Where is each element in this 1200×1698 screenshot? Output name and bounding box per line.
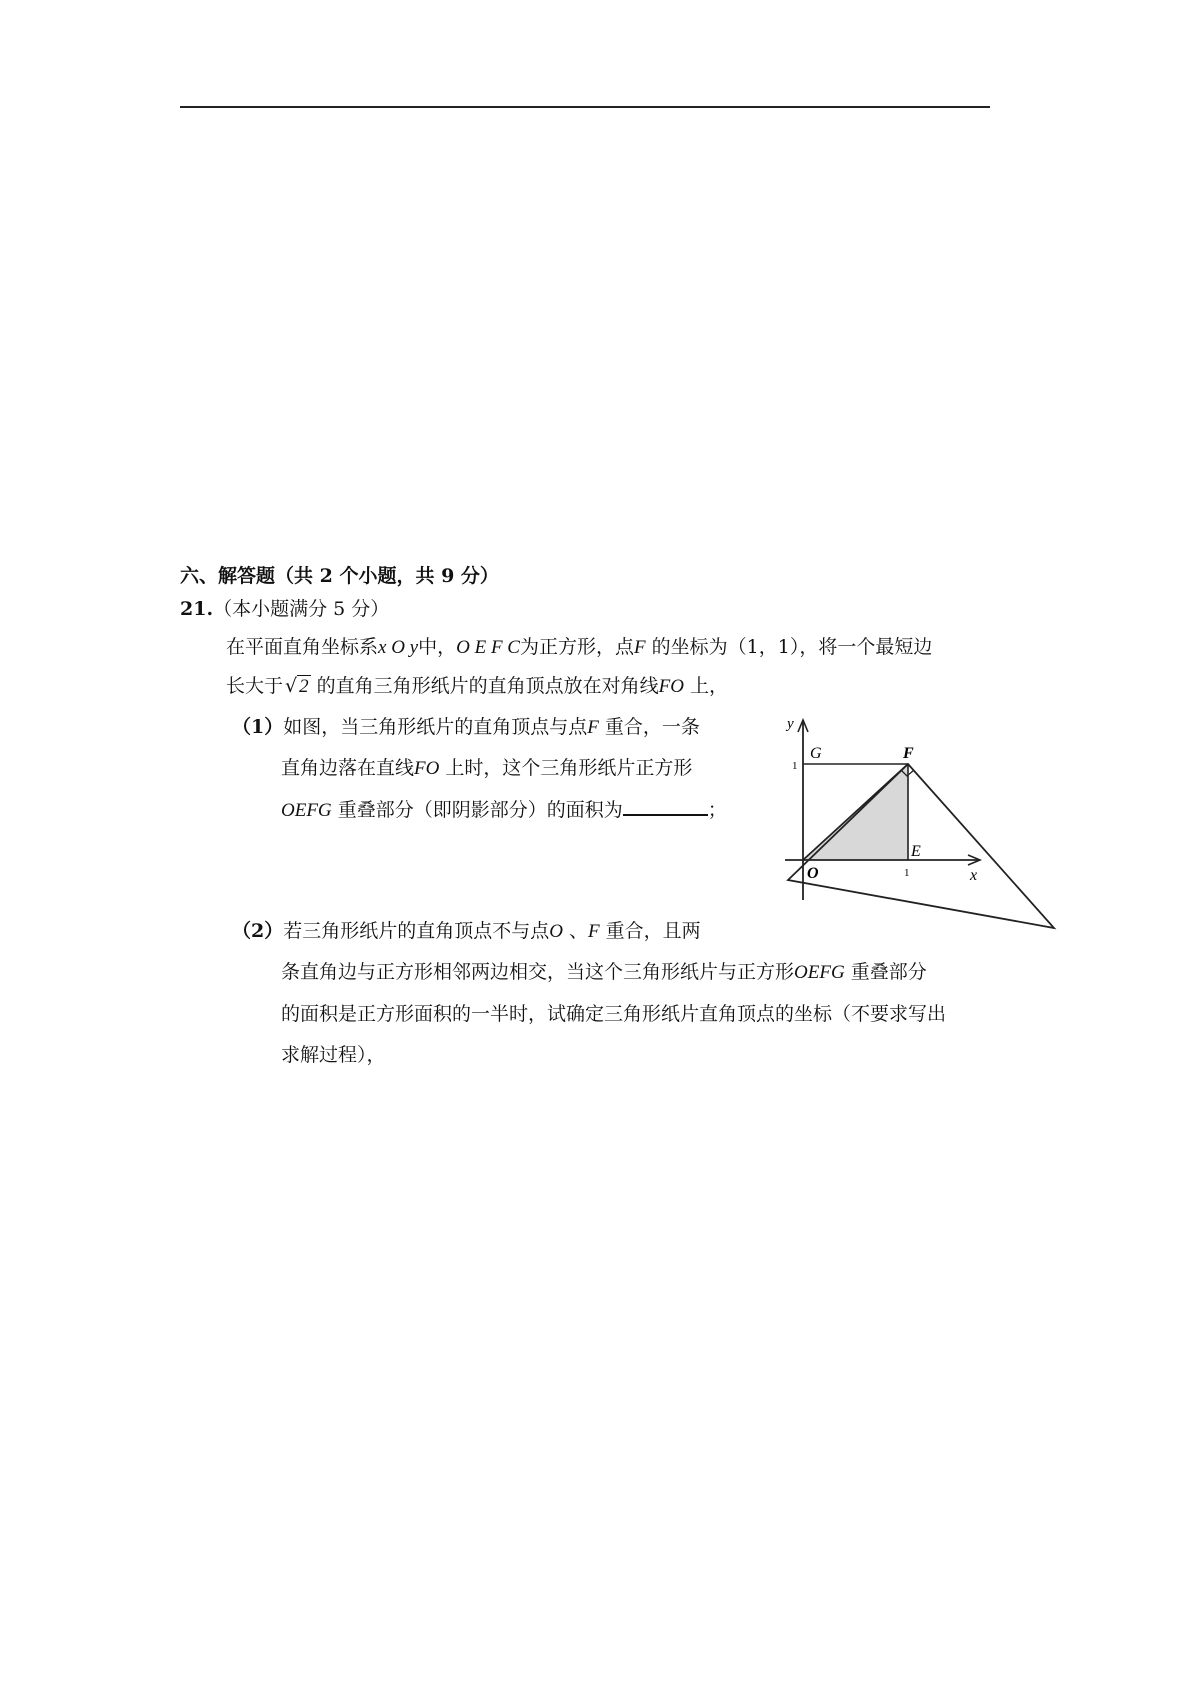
point-e-label: E [911, 843, 921, 860]
part2-text: 、 [562, 920, 589, 942]
part1-text: 重合，一条 [598, 716, 700, 738]
part1-text: ； [707, 799, 727, 821]
part1-line-3 [281, 796, 727, 824]
y-axis-label: y [787, 716, 794, 732]
part1-math: FO [414, 758, 440, 779]
problem-score-note: （本小题满分 5 分） [213, 598, 390, 620]
part1-math: OEFG [281, 800, 332, 821]
intro-text: 在平面直角坐标系 [226, 636, 379, 658]
intro-math: F [634, 637, 646, 658]
part2-math: O [549, 921, 563, 942]
point-o-label: O [807, 865, 819, 882]
part2-math: F [588, 921, 600, 942]
part2-text: 条直角边与正方形相邻两边相交，当这个三角形纸片与正方形 [281, 961, 795, 983]
point-f-label: F [903, 745, 914, 762]
part2-math: OEFG [794, 962, 845, 983]
sqrt-radicand: 2 [299, 676, 309, 697]
part2-line-4: 求解过程）， [281, 1044, 386, 1066]
y-tick-1: 1 [792, 760, 798, 772]
part1-label: （1） [232, 716, 284, 738]
x-axis-label: x [970, 867, 978, 884]
part1-text: 直角边落在直线 [281, 757, 415, 779]
intro-math: FO [658, 676, 684, 697]
point-g-label: G [810, 745, 822, 762]
intro-math: x O y [378, 637, 419, 658]
part1-line-2 [281, 755, 692, 782]
intro-text: 中， [418, 636, 457, 658]
problem-header [180, 596, 389, 622]
part2-text: 若三角形纸片的直角顶点不与点 [283, 920, 550, 942]
x-tick-1: 1 [904, 867, 910, 879]
part2-text: 重合，且两 [599, 920, 701, 942]
intro-text: 长大于 [226, 675, 284, 697]
part2-label: （2） [232, 920, 284, 942]
intro-math: O E F C [456, 637, 520, 658]
sqrt-expression [283, 673, 311, 700]
part2-text: 重叠部分 [844, 961, 927, 983]
part1-text: 如图，当三角形纸片的直角顶点与点 [283, 716, 588, 738]
part2-line-3: 的面积是正方形面积的一半时，试确定三角形纸片直角顶点的坐标（不要求写出 [281, 1003, 947, 1025]
sqrt-symbol: √ [285, 675, 298, 697]
answer-blank[interactable] [623, 796, 708, 816]
section-title: 六、解答题（共 2 个小题，共 9 分） [180, 565, 499, 587]
intro-text: 为正方形，点 [519, 636, 634, 658]
problem-intro-line-2 [226, 673, 728, 700]
intro-text: 上， [684, 675, 729, 697]
top-rule [180, 106, 990, 108]
problem-number: 21. [180, 598, 214, 620]
part1-line-1 [232, 714, 700, 741]
problem-intro-line-1 [226, 634, 932, 661]
intro-text: 的直角三角形纸片的直角顶点放在对角线 [310, 675, 659, 697]
coordinate-figure [770, 710, 1070, 930]
part1-math: F [587, 717, 599, 738]
intro-text: 的坐标为（1，1），将一个最短边 [645, 636, 933, 658]
part2-line-2 [281, 959, 927, 986]
part1-text: 上时，这个三角形纸片正方形 [439, 757, 693, 779]
part2-line-1 [232, 918, 701, 945]
part1-text: 重叠部分（即阴影部分）的面积为 [331, 799, 623, 821]
